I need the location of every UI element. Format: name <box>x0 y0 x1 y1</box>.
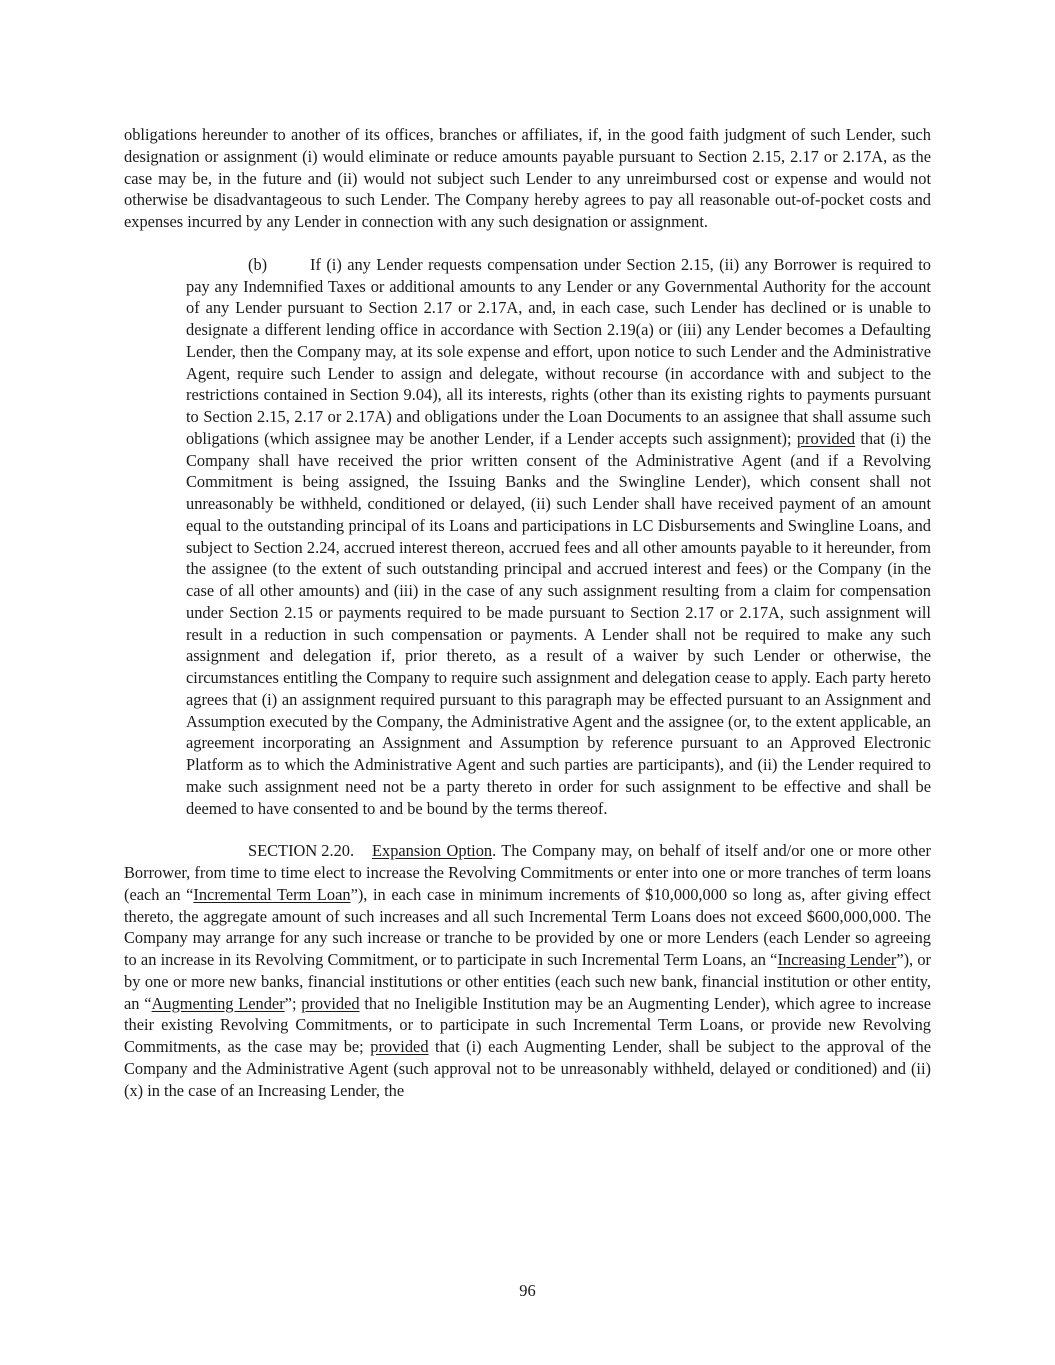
section-number: SECTION 2.20. <box>248 841 355 861</box>
provided-term-2: provided <box>370 1037 429 1056</box>
document-page <box>124 124 931 1101</box>
paragraph-b <box>186 254 931 820</box>
paragraph-b-text-1: If (i) any Lender requests compensation under Section 2.15, (ii) any Borrower is required to pay any Indemnified Taxes or additional amounts to any Lender or any Governmental Authority for the account of any Lender pursuant to Section 2.17 or 2.17A, and, in each case, such Lender has declined or is unable to designate a different lending office in accordance with Section 2.19(a) or (iii) any Lender becomes a Defaulting Lender, then the Company may, at its sole expense and effort, upon notice to such Lender and the Administrative Agent, require such Lender to assign and delegate, without recourse (in accordance with and subject to the restrictions contained in Section 9.04), all its interests, rights (other than its existing rights to payments pursuant to Section 2.15, 2.17 or 2.17A) and obligations under the Loan Documents to an assignee that shall assume such obligations (which assignee may be another Lender, if a Lender accepts such assignment); <box>186 254 931 448</box>
section-text-5: that no Ineligible Institution may be an Augmenting Lender), which agree to increase their existing Revolving Commitments, or to participate in such Incremental Term Loans, or provide new Revolving Commitments, as the case may be; <box>124 993 931 1056</box>
provided-term-1: provided <box>301 993 360 1013</box>
paragraph-continuation: obligations hereunder to another of its offices, branches or affiliates, if, in the good faith judgment of such Lender, such designation or assignment (i) would eliminate or reduce amounts payable pursuant to Section 2.15, 2.17 or 2.17A, as the case may be, in the future and (ii) would not subject such Lender to any unreimbursed cost or expense and would not otherwise be disadvantageous to such Lender. The Company hereby agrees to pay all reasonable out-of-pocket costs and expenses incurred by any Lender in connection with any such designation or assignment. <box>124 125 931 231</box>
defined-term-increasing-lender: Increasing Lender <box>777 950 897 969</box>
section-text-1: . The Company may, on behalf of itself and/or one or more other Borrower, from time to time elect to increase the Revolving Commitments or enter into one or more tranches of term loans (each an “ <box>124 841 932 904</box>
page-number: 96 <box>519 1281 536 1300</box>
defined-term-augmenting-lender: Augmenting Lender <box>151 993 285 1013</box>
provided-term: provided <box>796 428 856 448</box>
section-text-6: that (i) each Augmenting Lender, shall be subject to the approval of the Company and the Administrative Agent (such approval not to be unreasonably withheld, delayed or conditioned) and (ii) (x) in the case of an Increasing Lender, the <box>124 1037 931 1100</box>
paragraph-b-text-2: that (i) the Company shall have received the prior written consent of the Administrative Agent (and if a Revolving Commitment is being assigned, the Issuing Banks and the Swingline Lender), which consent shall not unreasonably be withheld, conditioned or delayed, (ii) such Lender shall have received payment of an amount equal to the outstanding principal of its Loans and participations in LC Disbursements and Swingline Loans, and subject to Section 2.24, accrued interest thereon, accrued fees and all other amounts payable to it hereunder, from the assignee (to the extent of such outstanding principal and accrued interest and fees) or the Company (in the case of all other amounts) and (iii) in the case of any such assignment resulting from a claim for compensation under Section 2.15 or payments required to be made pursuant to Section 2.17 or 2.17A, such assignment will result in a reduction in such compensation or payments. A Lender shall not be required to make any such assignment and delegation if, prior thereto, as a result of a waiver by such Lender or otherwise, the circumstances entitling the Company to require such assignment and delegation cease to apply. Each party hereto agrees that (i) an assignment required pursuant to this paragraph may be effected pursuant to an Assignment and Assumption executed by the Company, the Administrative Agent and the assignee (or, to the extent applicable, an agreement incorporating an Assignment and Assumption by reference pursuant to an Approved Electronic Platform as to which the Administrative Agent and such parties are participants), and (ii) the Lender required to make such assignment need not be a party thereto in order for such assignment to be effective and shall be deemed to have consented to and be bound by the terms thereof. <box>186 428 931 818</box>
section-text-4: ”; <box>284 993 302 1013</box>
defined-term-incremental-term-loan: Incremental Term Loan <box>193 884 351 904</box>
section-text-2: ”), in each case in minimum increments of $10,000,000 so long as, after giving effect thereto, the aggregate amount of such increases and all such Incremental Term Loans does not exceed $600,000,000. The Company may arrange for any such increase or tranche to be provided by one or more Lenders (each Lender so agreeing to an increase in its Revolving Commitment, or to participate in such Incremental Term Loans, an “ <box>124 884 931 969</box>
section-text-3: ”), or by one or more new banks, financial institutions or other entities (each such new bank, financial institution or other entity, an “ <box>124 950 931 1013</box>
section-heading: Expansion Option <box>372 841 493 861</box>
section-2-20-paragraph <box>124 840 931 1101</box>
paragraph-b-label: (b) <box>248 254 268 274</box>
